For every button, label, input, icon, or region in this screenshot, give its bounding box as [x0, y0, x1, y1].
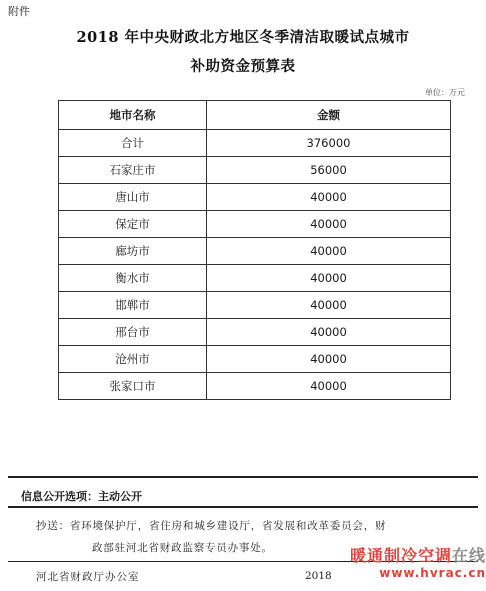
unit-note: 单位：万元 — [425, 88, 465, 97]
cc-line-1: 抄送：省环境保护厅，省住房和城乡建设厅，省发展和改革委员会，财 — [36, 520, 387, 532]
table-row — [59, 211, 451, 238]
amount-cell: 40000 — [207, 238, 451, 265]
divider-line — [8, 476, 478, 478]
table-row — [59, 238, 451, 265]
city-cell: 唐山市 — [59, 184, 207, 211]
column-header-amount: 金额 — [207, 101, 451, 130]
city-cell: 张家口市 — [59, 373, 207, 400]
amount-cell: 56000 — [207, 157, 451, 184]
amount-cell: 40000 — [207, 184, 451, 211]
city-cell: 廊坊市 — [59, 238, 207, 265]
table-row — [59, 265, 451, 292]
table-row — [59, 157, 451, 184]
city-cell: 合计 — [59, 130, 207, 157]
issuing-office: 河北省财政厅办公室 — [36, 571, 140, 583]
amount-cell: 376000 — [207, 130, 451, 157]
city-cell: 保定市 — [59, 211, 207, 238]
document-title-line-1: 2018 年中央财政北方地区冬季清洁取暖试点城市 — [76, 29, 410, 46]
city-cell: 邢台市 — [59, 319, 207, 346]
city-cell: 石家庄市 — [59, 157, 207, 184]
table-row — [59, 292, 451, 319]
city-cell: 邯郸市 — [59, 292, 207, 319]
amount-cell: 40000 — [207, 319, 451, 346]
table-row — [59, 184, 451, 211]
budget-table — [58, 100, 451, 400]
amount-cell: 40000 — [207, 265, 451, 292]
attachment-label: 附件 — [8, 5, 30, 18]
city-cell: 沧州市 — [59, 346, 207, 373]
divider-line — [8, 506, 478, 508]
table-header-row — [59, 101, 451, 130]
cc-line-2: 政部驻河北省财政监察专员办事处。 — [92, 542, 273, 554]
amount-cell: 40000 — [207, 373, 451, 400]
column-header-city: 地市名称 — [59, 101, 207, 130]
document-title-line-2: 补助资金预算表 — [190, 58, 296, 75]
site-watermark — [322, 548, 486, 591]
amount-cell: 40000 — [207, 292, 451, 319]
watermark-logo-text: 暖通制冷空调在线 — [349, 546, 486, 565]
watermark-url: www.hvrac.cn — [379, 566, 486, 580]
city-cell: 衡水市 — [59, 265, 207, 292]
amount-cell: 40000 — [207, 211, 451, 238]
table-row — [59, 319, 451, 346]
disclosure-option: 信息公开选项：主动公开 — [21, 490, 142, 503]
table-row — [59, 373, 451, 400]
table-row — [59, 346, 451, 373]
issue-date: 2018 — [305, 570, 332, 582]
table-row — [59, 130, 451, 157]
amount-cell: 40000 — [207, 346, 451, 373]
